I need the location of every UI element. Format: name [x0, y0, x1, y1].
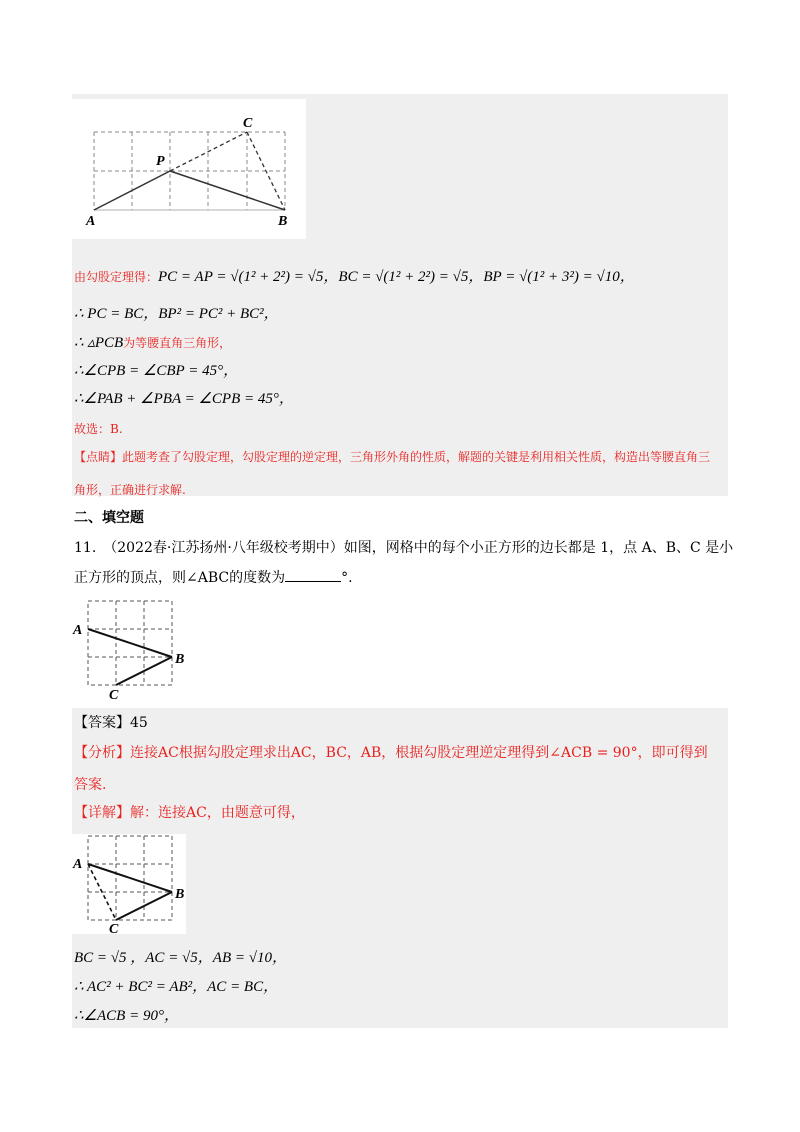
analysis-line-2: 答案.: [74, 777, 107, 793]
label-C: C: [243, 116, 253, 131]
solution-line-3: [74, 334, 231, 352]
answer-blank: [285, 568, 341, 582]
solution-line-2: ∴ PC = BC，BP² = PC² + BC²，: [74, 306, 279, 322]
q-label-B: B: [175, 652, 185, 667]
calc-line-3: ∴∠ACB = 90°，: [74, 1008, 179, 1024]
solution-line-1-math: PC = AP = √(1² + 2²) = √5，BC = √(1² + 2²) = √5，BP = √(1² + 3²) = √10，: [158, 269, 635, 285]
comment-line-1: 【点睛】此题考查了勾股定理，勾股定理的逆定理，三角形外角的性质，解题的关键是利用相关性质，构造出等腰直角三: [74, 450, 711, 464]
solution-line-1: [74, 268, 635, 286]
solution-line-1-prefix: 由勾股定理得：: [74, 270, 159, 284]
answer-line: 【答案】45: [74, 715, 148, 731]
question-line-2-text: 正方形的顶点，则∠ABC的度数为: [74, 570, 286, 586]
figure-triangle-pcb: [72, 99, 306, 239]
label-P: P: [156, 154, 165, 169]
q-label-A: A: [73, 623, 83, 638]
q-label-C: C: [109, 688, 119, 702]
a-label-C: C: [109, 922, 119, 934]
analysis-line-1: 【分析】连接AC根据勾股定理求出AC，BC，AB，根据勾股定理逆定理得到∠ACB = 90°，即可得到: [74, 745, 708, 761]
solution-line-3-math: ∴ ▵PCB: [74, 335, 124, 351]
a-label-B: B: [175, 887, 185, 902]
solution-line-4: ∴∠CPB = ∠CBP = 45°，: [74, 363, 239, 379]
calc-line-1: BC = √5 ，AC = √5，AB = √10，: [74, 950, 287, 966]
solution-line-6: 故选：B.: [74, 422, 123, 436]
solution-line-5: ∴∠PAB + ∠PBA = ∠CPB = 45°，: [74, 391, 294, 407]
question-line-2-end: °.: [341, 570, 353, 586]
label-B: B: [278, 214, 288, 229]
figure-question-angle: [72, 597, 192, 702]
comment-line-2: 角形，正确进行求解.: [74, 483, 186, 497]
label-A: A: [86, 214, 96, 229]
solution-line-3-text: 为等腰直角三角形，: [123, 336, 232, 350]
calc-line-2: ∴ AC² + BC² = AB²，AC = BC，: [74, 979, 279, 995]
question-line-2: [74, 568, 353, 587]
section-title: 二、填空题: [74, 510, 144, 526]
question-line-1: 11. （2022春·江苏扬州·八年级校考期中）如图，网格中的每个小正方形的边长都是 1，点 A、B、C 是小: [74, 540, 734, 556]
a-label-A: A: [73, 857, 83, 872]
detail-line: 【详解】解：连接AC，由题意可得，: [74, 805, 305, 821]
figure-answer-triangle: [72, 834, 186, 934]
